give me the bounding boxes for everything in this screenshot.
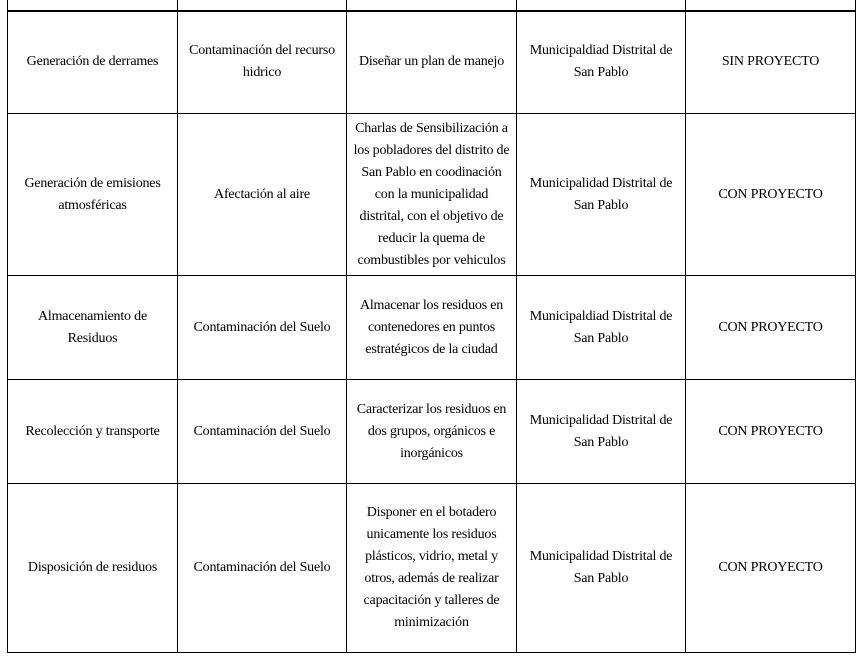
aspect-cell: [8, 114, 178, 276]
responsible-cell: [517, 11, 686, 114]
impact-text: Contaminación del Suelo: [193, 423, 331, 439]
responsible-cell: [517, 114, 686, 276]
impact-cell: [178, 276, 347, 380]
table-cell: [8, 0, 178, 11]
status-cell: [686, 11, 856, 114]
measure-text: Disponer en el botadero unicamente los residuos plásticos, vidrio, metal y otros, además de realizar capacitación y talleres de minimización: [363, 505, 500, 630]
aspect-text: Disposición de residuos: [27, 560, 158, 575]
status-text: CON PROYECTO: [718, 186, 823, 202]
measure-text: Almacenar los residuos en contenedores en puntos estratégicos de la ciudad: [359, 297, 504, 357]
impact-cell: [178, 380, 347, 484]
aspect-text: Recolección y transporte: [25, 423, 160, 439]
table-cell: [347, 0, 517, 11]
table-row: [8, 11, 856, 114]
environmental-management-table: [7, 0, 856, 653]
status-text: CON PROYECTO: [718, 560, 823, 575]
status-cell: [686, 484, 856, 653]
measure-cell: [347, 380, 517, 484]
responsible-text: Municipaldiad Distrital de San Pablo: [529, 43, 673, 81]
status-text: CON PROYECTO: [718, 423, 823, 439]
measure-text: Charlas de Sensibilización a los pobladores del distrito de San Pablo en coodinación con la municipalidad distrital, con el objetivo de reducir la quema de combustibles por vehiculos: [353, 120, 510, 268]
responsible-text: Municipalidad Distrital de San Pablo: [529, 175, 673, 213]
table-row: [8, 114, 856, 276]
table-row: [8, 276, 856, 380]
aspect-cell: [8, 484, 178, 653]
measure-cell: [347, 484, 517, 653]
status-cell: [686, 380, 856, 484]
impact-text: Contaminación del Suelo: [193, 319, 331, 335]
table-row: [8, 484, 856, 653]
table-cell: [178, 0, 347, 11]
impact-text: Contaminación del Suelo: [193, 560, 331, 575]
status-cell: [686, 114, 856, 276]
aspect-text: Almacenamiento de Residuos: [38, 308, 147, 346]
impact-cell: [178, 484, 347, 653]
measure-cell: [347, 11, 517, 114]
aspect-cell: [8, 11, 178, 114]
table-cell: [686, 0, 856, 11]
measure-cell: [347, 114, 517, 276]
responsible-cell: [517, 484, 686, 653]
status-cell: [686, 276, 856, 380]
status-text: SIN PROYECTO: [721, 54, 820, 70]
status-text: CON PROYECTO: [718, 319, 823, 335]
impact-cell: [178, 114, 347, 276]
impact-text: Afectación al aire: [214, 186, 310, 202]
measure-text: Diseñar un plan de manejo: [358, 54, 505, 70]
aspect-cell: [8, 276, 178, 380]
responsible-text: Municipaldiad Distrital de San Pablo: [529, 308, 673, 346]
measure-text: Caracterizar los residuos en dos grupos, orgánicos e inorgánicos: [356, 401, 507, 461]
table-row: [8, 380, 856, 484]
aspect-text: Generación de derrames: [26, 54, 159, 70]
impact-cell: [178, 11, 347, 114]
aspect-cell: [8, 380, 178, 484]
measure-cell: [347, 276, 517, 380]
table-cell: [517, 0, 686, 11]
responsible-text: Municipalidad Distrital de San Pablo: [529, 412, 673, 450]
aspect-text: Generación de emisiones atmosféricas: [24, 175, 161, 213]
responsible-cell: [517, 380, 686, 484]
responsible-cell: [517, 276, 686, 380]
previous-page-row-fragment: [8, 0, 856, 11]
impact-text: Contaminación del recurso hidrico: [189, 43, 335, 81]
responsible-text: Municipalidad Distrital de San Pablo: [529, 549, 673, 586]
